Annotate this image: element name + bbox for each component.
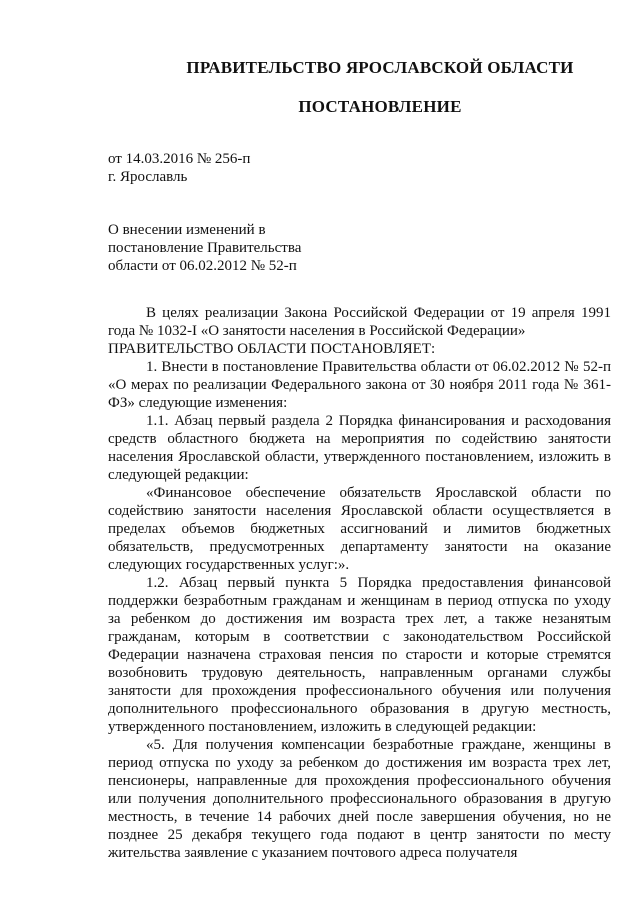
document-subject [108, 221, 301, 275]
subject-line: постановление Правительства [108, 240, 302, 256]
date-number: от 14.03.2016 № 256-п [108, 151, 251, 167]
document-body [108, 304, 611, 862]
paragraph: В целях реализации Закона Российской Федерации от 19 апреля 1991 года № 1032-I «О занятости населения в Российской Федерации» [108, 305, 611, 339]
doc-type-title: ПОСТАНОВЛЕНИЕ [298, 97, 462, 116]
paragraph: «5. Для получения компенсации безработные граждане, женщины в период отпуска по уходу за ребенком до достижения им возраста трех лет, пенсионеры, направленные для прохождения профессионального обучения или получения дополнительного профессионального образования в другую местность, в течение 14 рабочих дней после завершения обучения, но не позднее 25 декабря текущего года подают в центр занятости по месту жительства заявление с указанием почтового адреса получателя [108, 737, 611, 861]
org-title: ПРАВИТЕЛЬСТВО ЯРОСЛАВСКОЙ ОБЛАСТИ [186, 58, 574, 77]
paragraph: 1.2. Абзац первый пункта 5 Порядка предоставления финансовой поддержки безработным гражданам и женщинам в период отпуска по уходу за ребенком до достижения им возраста трех лет, а также незанятым гражданам, которым в соответствии с законодательством Российской Федерации назначена страховая пенсия по старости и которые стремятся возобновить трудовую деятельность, направленным органами службы занятости для прохождения профессионального обучения или получения дополнительного профессионального образования в другую местность, утвержденного постановлением, изложить в следующей редакции: [108, 575, 611, 735]
subject-line: О внесении изменений в [108, 222, 266, 238]
subject-line: области от 06.02.2012 № 52-п [108, 258, 297, 274]
paragraph: ПРАВИТЕЛЬСТВО ОБЛАСТИ ПОСТАНОВЛЯЕТ: [108, 341, 436, 357]
city: г. Ярославль [108, 169, 188, 185]
paragraph: 1. Внести в постановление Правительства области от 06.02.2012 № 52-п «О мерах по реализации Федерального закона от 30 ноября 2011 года № 361-ФЗ» следующие изменения: [108, 359, 611, 411]
paragraph: «Финансовое обеспечение обязательств Ярославской области по содействию занятости населения Ярославской области осуществляется в пределах объемов бюджетных ассигнований и лимитов бюджетных обязательств, предусмотренных департаменту занятости на оказание следующих государственных услуг:». [108, 485, 611, 573]
paragraph: 1.1. Абзац первый раздела 2 Порядка финансирования и расходования средств областного бюджета на мероприятия по содействию занятости населения Ярославской области, утвержденного постановлением, изложить в следующей редакции: [108, 413, 611, 483]
